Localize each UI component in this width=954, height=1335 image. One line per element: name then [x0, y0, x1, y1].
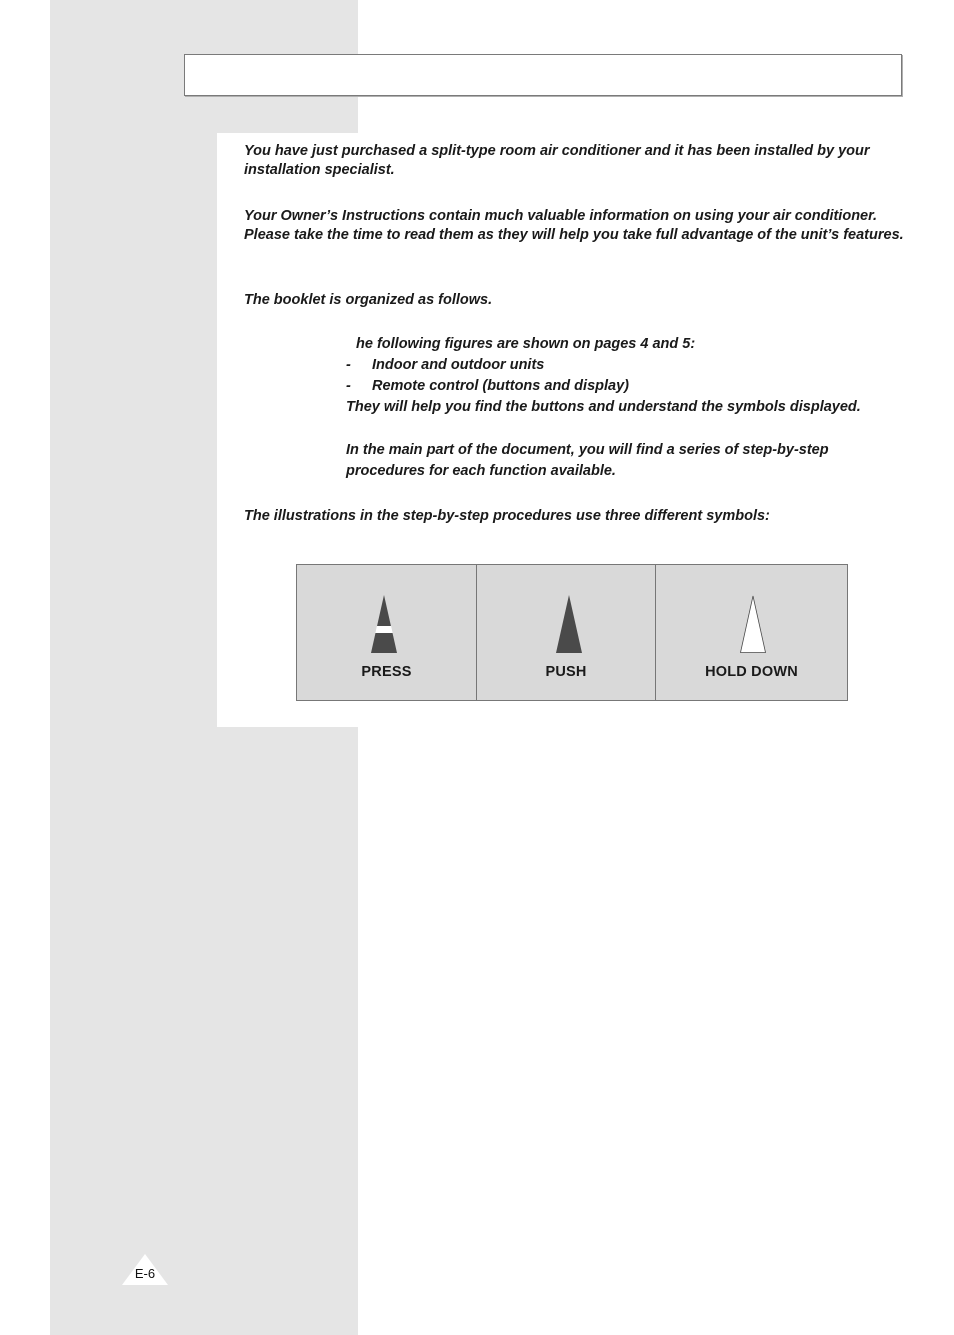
bullet-text: Indoor and outdoor units — [372, 357, 545, 373]
symbol-cell-press — [297, 565, 476, 700]
bullet-marker: - — [346, 378, 351, 394]
symbol-label: PUSH — [545, 664, 587, 680]
page-number-badge — [122, 1254, 168, 1285]
figures-line: he following figures are shown on pages 4 and 5: — [356, 336, 696, 352]
intro-paragraph-2: Your Owner’s Instructions contain much valuable information on using your air conditioner. Please take the time to read them as they will help you take full advantage of the unit’s features. — [244, 208, 904, 243]
header-title-box — [184, 54, 902, 96]
organization-block — [346, 334, 926, 418]
symbol-label: HOLD DOWN — [705, 664, 798, 680]
list-item — [346, 355, 926, 376]
bullet-text: Remote control (buttons and display) — [372, 378, 629, 394]
symbol-cell-hold-down — [655, 565, 847, 700]
symbols-table — [296, 564, 848, 701]
hold-down-triangle-icon — [739, 595, 767, 653]
main-part-line-2: procedures for each function available. — [346, 463, 616, 479]
help-line: They will help you find the buttons and understand the symbols displayed. — [346, 399, 861, 415]
symbol-cell-push — [476, 565, 655, 700]
main-part-line-1: In the main part of the document, you will find a series of step-by-step — [346, 442, 829, 458]
intro-paragraph-1: You have just purchased a split-type room air conditioner and it has been installed by your installation specialist. — [244, 143, 870, 178]
push-triangle-icon — [555, 595, 583, 653]
intro-paragraph-3: The booklet is organized as follows. — [244, 292, 493, 308]
main-part-block — [346, 440, 926, 482]
page-number: E-6 — [134, 1266, 156, 1281]
bullet-marker: - — [346, 357, 351, 373]
press-triangle-icon — [370, 595, 398, 653]
list-item — [346, 376, 926, 397]
symbol-label: PRESS — [361, 664, 412, 680]
symbols-intro: The illustrations in the step-by-step procedures use three different symbols: — [244, 508, 770, 524]
